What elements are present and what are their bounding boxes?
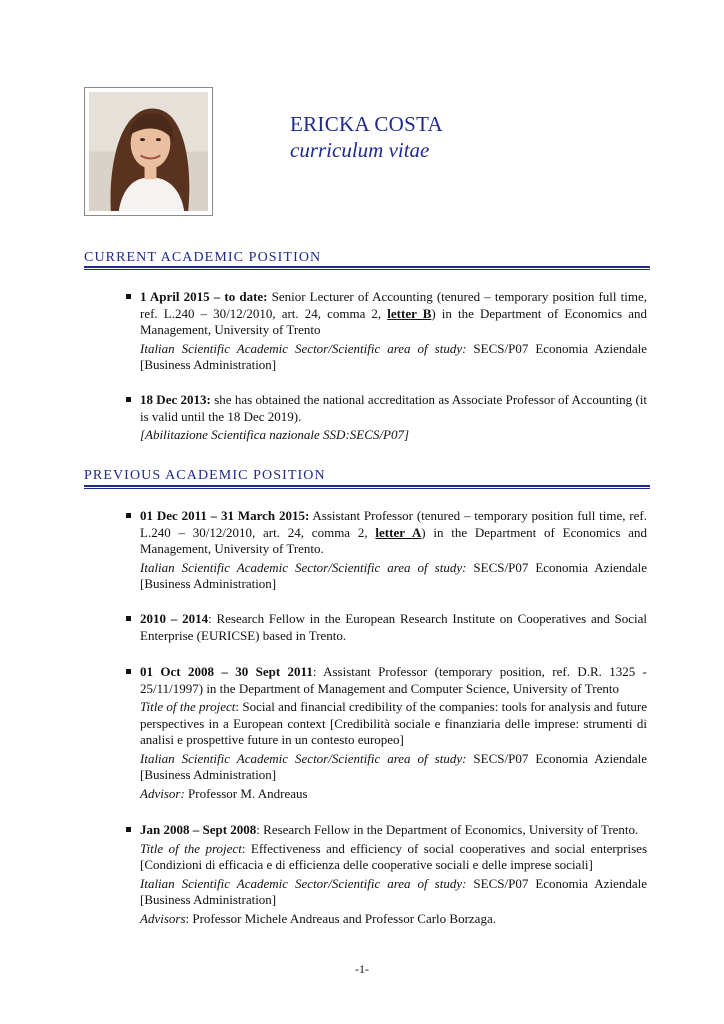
- section-title-previous: PREVIOUS ACADEMIC POSITION: [84, 468, 326, 483]
- entry-date: Jan 2008 – Sept 2008: [140, 822, 257, 837]
- entry-text: : Research Fellow in the Department of Economics, University of Trento.: [256, 822, 639, 837]
- entry-text: : Research Fellow in the European Research Institute on Cooperatives and Social Enterprise (EURICSE) based in Trento.: [140, 611, 647, 643]
- advisor-value: : Professor Michele Andreaus and Professor Carlo Borzaga.: [185, 910, 496, 926]
- entry-date: 2010 – 2014: [140, 611, 209, 626]
- sector-value: SECS/P07 Economia Aziendale [Business Administration]: [140, 750, 647, 782]
- bullet-icon: [126, 397, 131, 402]
- bullet-icon: [126, 616, 131, 621]
- sector-value: SECS/P07 Economia Aziendale [Business Administration]: [140, 875, 647, 907]
- entry-text: she has obtained the national accreditation as Associate Professor of Accounting (it is valid until the 18 Dec 2019).: [140, 392, 647, 424]
- list-item: [140, 664, 647, 804]
- section-title-current: CURRENT ACADEMIC POSITION: [84, 250, 322, 265]
- entry-letter: letter B: [387, 305, 432, 321]
- person-name: ERICKA COSTA: [290, 112, 444, 136]
- entry-letter: letter A: [375, 524, 422, 540]
- entry-date: 1 April 2015 – to date:: [140, 289, 268, 304]
- profile-photo: [84, 87, 213, 216]
- list-item: [140, 289, 647, 376]
- portrait-photo-icon: [89, 92, 208, 211]
- sector-label: Italian Scientific Academic Sector/Scientific area of study:: [140, 559, 467, 575]
- entry-text: Senior Lecturer of Accounting (tenured – temporary position full time, ref. L.240 – 30/12/2010, art. 24, comma 2,: [140, 289, 647, 321]
- list-item: [140, 611, 647, 646]
- project-label: Title of the project: [140, 840, 242, 856]
- entry-text: ) in the Department of Economics and Management, University of Trento.: [140, 524, 647, 556]
- accreditation-note: [Abilitazione Scientifica nazionale SSD:SECS/P07]: [140, 427, 410, 442]
- entry-date: 01 Dec 2011 – 31 March 2015:: [140, 508, 310, 523]
- entry-date: 01 Oct 2008 – 30 Sept 2011: [140, 664, 313, 679]
- entry-text: : Assistant Professor (temporary position, ref. D.R. 1325 - 25/11/1997) in the Department of Management and Computer Science, University of Trento: [140, 664, 647, 696]
- list-item: [140, 508, 647, 595]
- sector-value: SECS/P07 Economia Aziendale [Business Administration]: [140, 559, 647, 591]
- sector-label: Italian Scientific Academic Sector/Scientific area of study:: [140, 875, 467, 891]
- sector-value: SECS/P07 Economia Aziendale [Business Administration]: [140, 340, 647, 372]
- bullet-icon: [126, 669, 131, 674]
- section-rule: [84, 266, 650, 270]
- entry-text: ) in the Department of Economics and Management, University of Trento: [140, 305, 647, 337]
- project-value: : Effectiveness and efficiency of social cooperatives and social enterprises [Condizioni di efficacia e di efficienza delle cooperative sociali e delle imprese sociali]: [140, 840, 647, 872]
- document-subtitle: curriculum vitae: [290, 138, 430, 162]
- sector-label: Italian Scientific Academic Sector/Scientific area of study:: [140, 750, 467, 766]
- page-number: -1-: [355, 962, 369, 976]
- bullet-icon: [126, 294, 131, 299]
- sector-label: Italian Scientific Academic Sector/Scientific area of study:: [140, 340, 467, 356]
- advisor-value: Professor M. Andreaus: [184, 785, 308, 801]
- project-label: Title of the project: [140, 699, 236, 714]
- bullet-icon: [126, 827, 131, 832]
- advisor-label: Advisor:: [140, 785, 185, 801]
- entry-date: 18 Dec 2013:: [140, 392, 211, 407]
- entry-text: Assistant Professor (tenured – temporary position full time, ref. L.240 – 30/12/2010, art. 24, comma 2,: [140, 508, 647, 540]
- section-rule: [84, 485, 650, 489]
- list-item: [140, 822, 647, 929]
- advisor-label: Advisors: [140, 910, 186, 926]
- list-item: [140, 392, 647, 446]
- bullet-icon: [126, 513, 131, 518]
- project-value: : Social and financial credibility of the companies: tools for analysis and future perspectives in a European context [Credibilità sociale e finanziaria delle imprese: strumenti di analisi e prospettive future in un contesto europeo]: [140, 699, 648, 747]
